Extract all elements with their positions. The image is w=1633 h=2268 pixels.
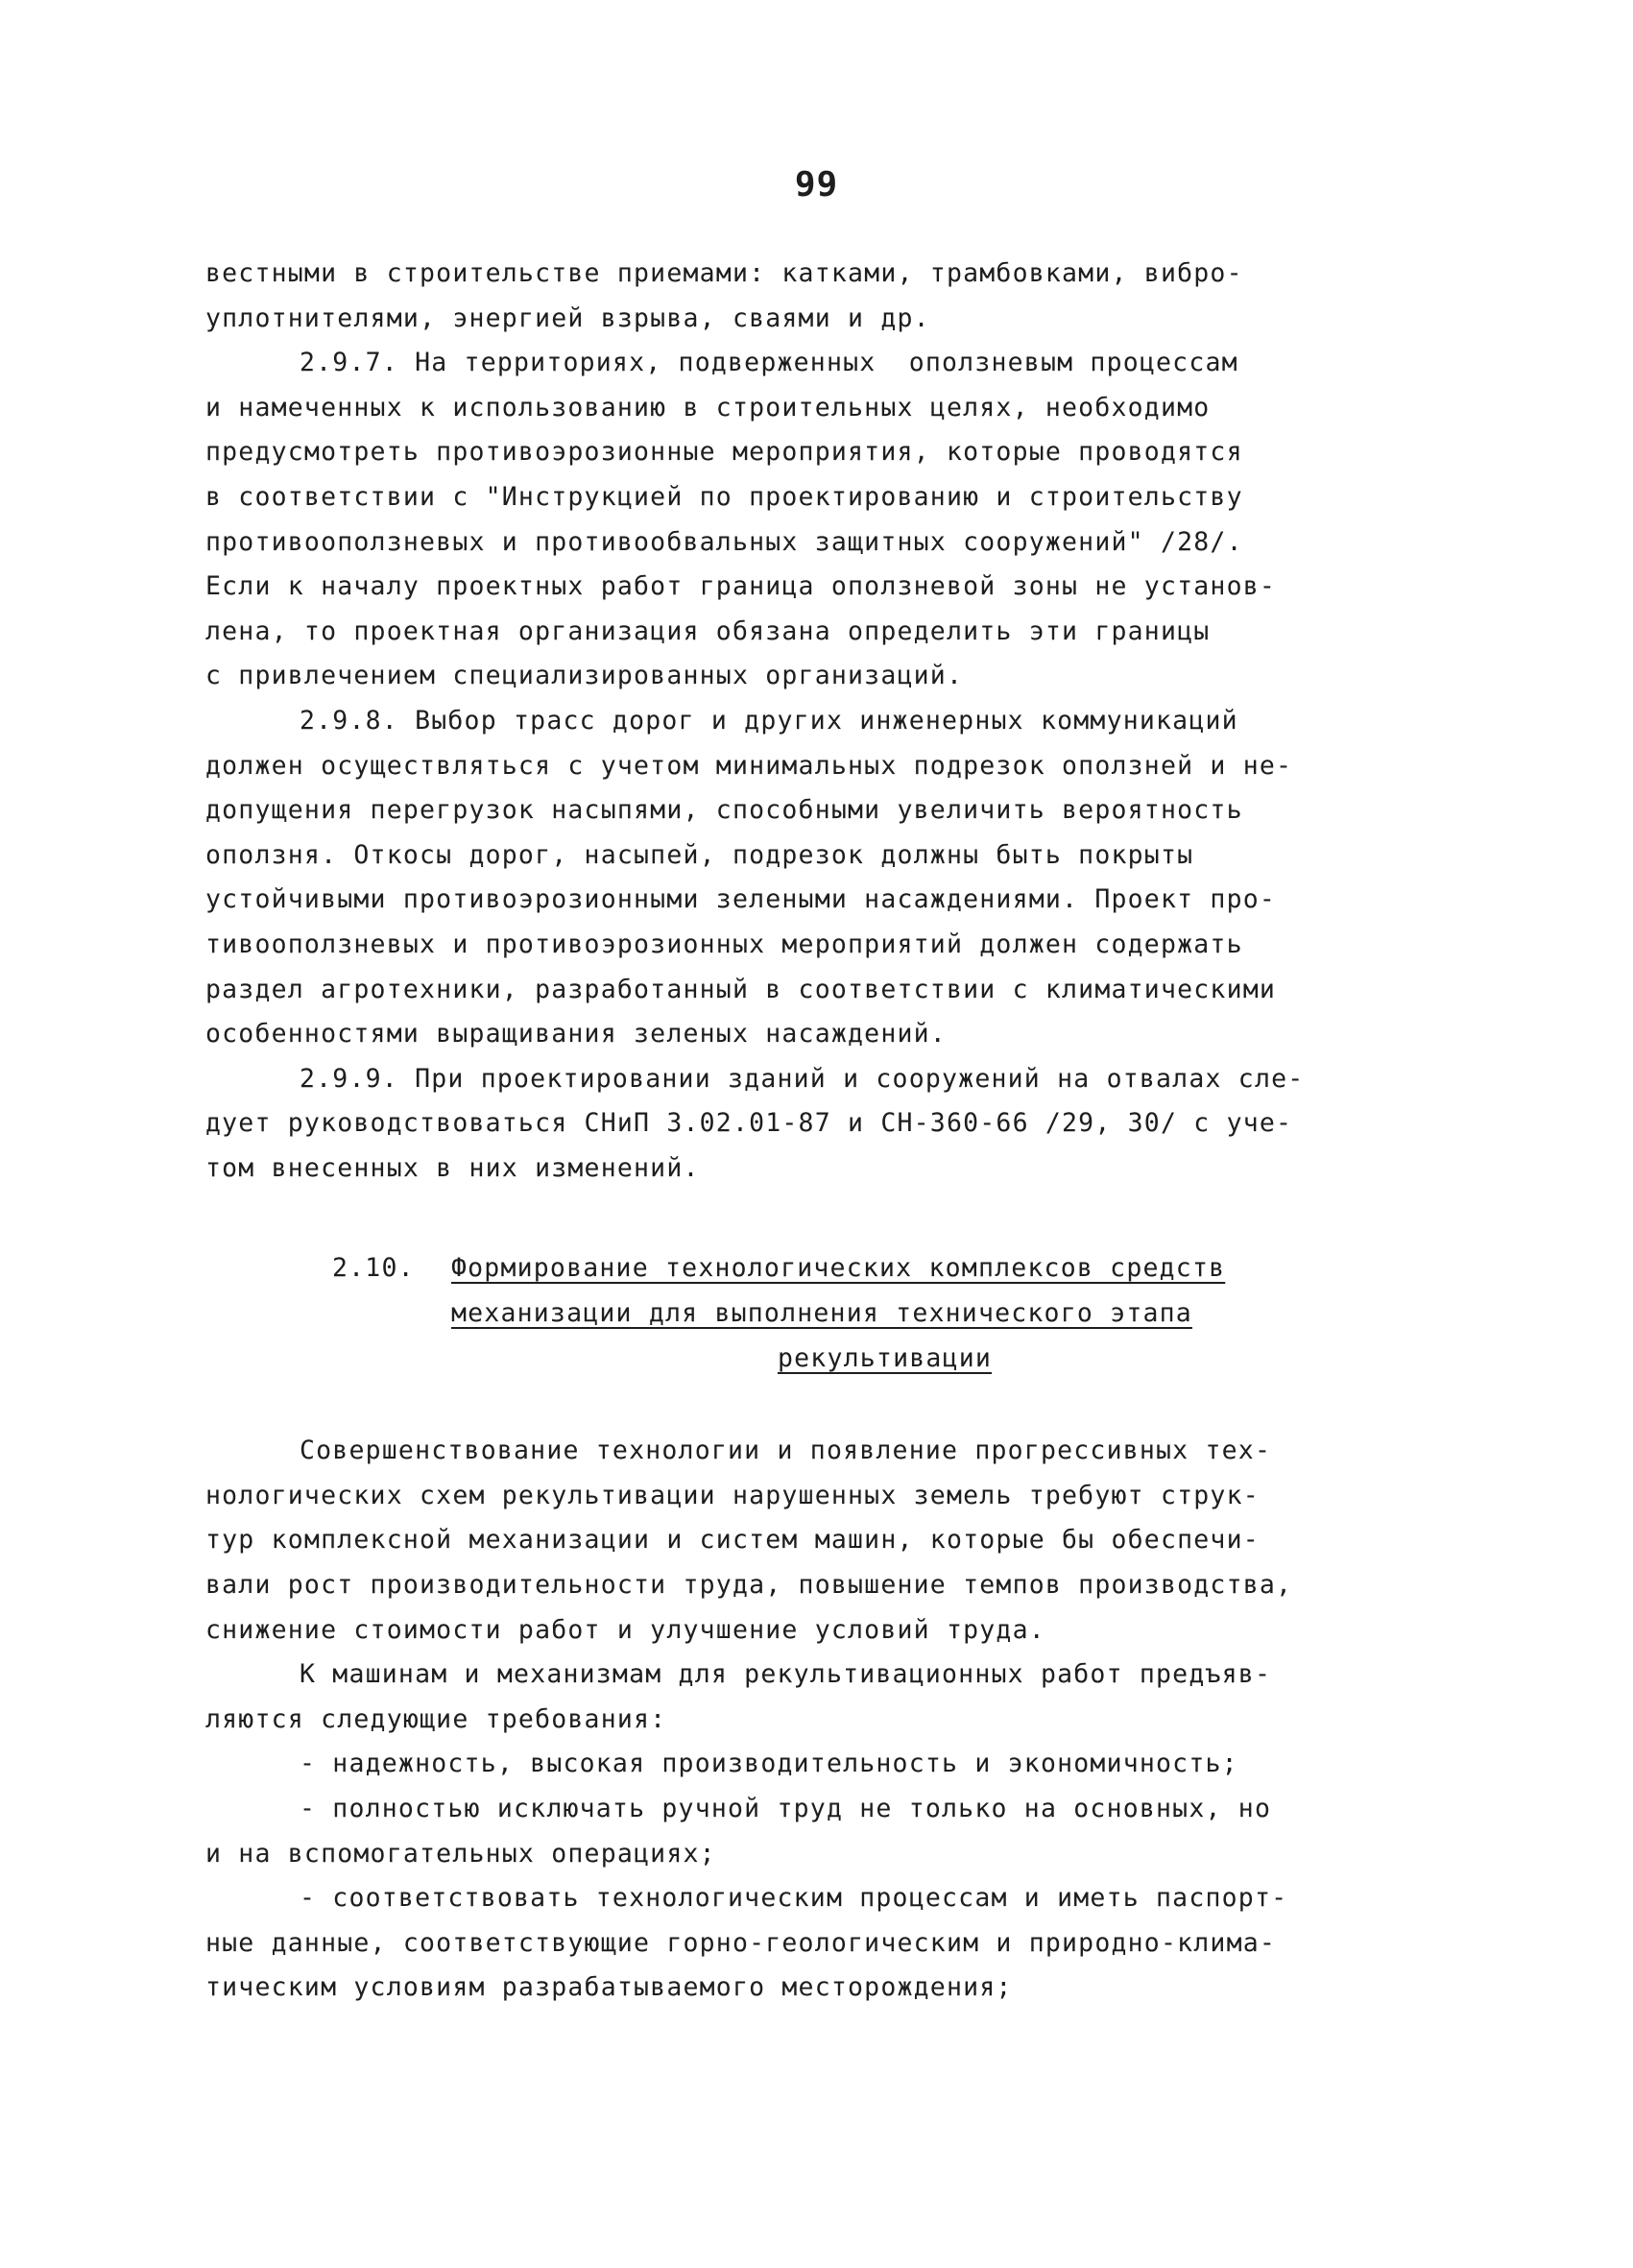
- paragraphs-top: [205, 252, 1444, 1191]
- section-heading-line-2: [205, 1291, 1444, 1337]
- section-title-part-1: Формирование технологических комплексов средств: [451, 1253, 1226, 1284]
- text-line: должен осуществляться с учетом минимальных подрезок оползней и не-: [205, 750, 1293, 781]
- list-item: - надежность, высокая производительность и экономичность;: [300, 1749, 1238, 1779]
- text-line: Если к началу проектных работ граница оползневой зоны не установ-: [205, 571, 1277, 602]
- section-title-part-2: механизации для выполнения технического этапа: [451, 1298, 1192, 1329]
- text-line: вестными в строительстве приемами: катками, трамбовками, вибро-: [205, 258, 1243, 288]
- list-item: - соответствовать технологическим процессам и иметь паспорт-: [300, 1883, 1288, 1914]
- text-line: тур комплексной механизации и систем машин, которые бы обеспечи-: [205, 1525, 1260, 1556]
- section-heading-line-1: [205, 1246, 1444, 1291]
- text-line: Совершенствование технологии и появление прогрессивных тех-: [300, 1436, 1272, 1466]
- text-line: нологических схем рекультивации нарушенных земель требуют струк-: [205, 1480, 1260, 1510]
- text-line: уплотнителями, энергией взрыва, сваями и др.: [205, 302, 930, 333]
- text-line: оползня. Откосы дорог, насыпей, подрезок должны быть покрыты: [205, 839, 1194, 870]
- body-text: [205, 252, 1444, 2011]
- text-line: снижение стоимости работ и улучшение условий труда.: [205, 1614, 1045, 1645]
- text-line: и намеченных к использованию в строительных целях, необходимо: [205, 392, 1211, 422]
- text-line: раздел агротехники, разработанный в соответствии с климатическими: [205, 974, 1277, 1004]
- section-heading: [205, 1246, 1444, 1381]
- text-line: с привлечением специализированных организаций.: [205, 661, 964, 691]
- list-item: - полностью исключать ручной труд не только на основных, но: [300, 1794, 1272, 1823]
- text-line: 2.9.9. При проектировании зданий и сооружений на отвалах сле-: [300, 1063, 1305, 1094]
- text-line: вали рост производительности труда, повышение темпов производства,: [205, 1570, 1293, 1601]
- text-line: в соответствии с "Инструкцией по проектированию и строительству: [205, 481, 1243, 512]
- text-line: ляются следующие требования:: [205, 1703, 667, 1734]
- text-line: предусмотреть противоэрозионные мероприятия, которые проводятся: [205, 437, 1243, 468]
- text-line: дует руководствоваться СНиП 3.02.01-87 и СН-360-66 /29, 30/ с уче-: [205, 1108, 1293, 1139]
- text-line: противооползневых и противообвальных защитных сооружений" /28/.: [205, 526, 1243, 557]
- text-line: особенностями выращивания зеленых насаждений.: [205, 1019, 947, 1050]
- text-line: лена, то проектная организация обязана определить эти границы: [205, 615, 1211, 646]
- text-line: К машинам и механизмам для рекультивационных работ предъяв-: [300, 1659, 1272, 1690]
- text-line: допущения перегрузок насыпями, способными увеличить вероятность: [205, 795, 1243, 826]
- text-line: устойчивыми противоэрозионными зелеными насаждениями. Проект про-: [205, 884, 1277, 915]
- text-line: 2.9.8. Выбор трасс дорог и других инженерных коммуникаций: [300, 705, 1238, 736]
- section-title-part-3: рекультивации: [778, 1342, 993, 1373]
- text-line: тическим условиям разрабатываемого месторождения;: [205, 1972, 1013, 2003]
- section-heading-line-3: [205, 1337, 1444, 1382]
- text-line: том внесенных в них изменений.: [205, 1152, 700, 1183]
- section-number: 2.10.: [332, 1253, 415, 1284]
- text-line: 2.9.7. На территориях, подверженных оползневым процессам: [300, 348, 1238, 378]
- text-line: и на вспомогательных операциях;: [205, 1838, 716, 1869]
- text-line: ные данные, соответствующие горно-геологическим и природно-клима-: [205, 1927, 1277, 1958]
- text-line: тивооползневых и противоэрозионных мероприятий должен содержать: [205, 929, 1243, 959]
- page-number: 99: [794, 165, 839, 205]
- paragraphs-bottom: [205, 1429, 1444, 2011]
